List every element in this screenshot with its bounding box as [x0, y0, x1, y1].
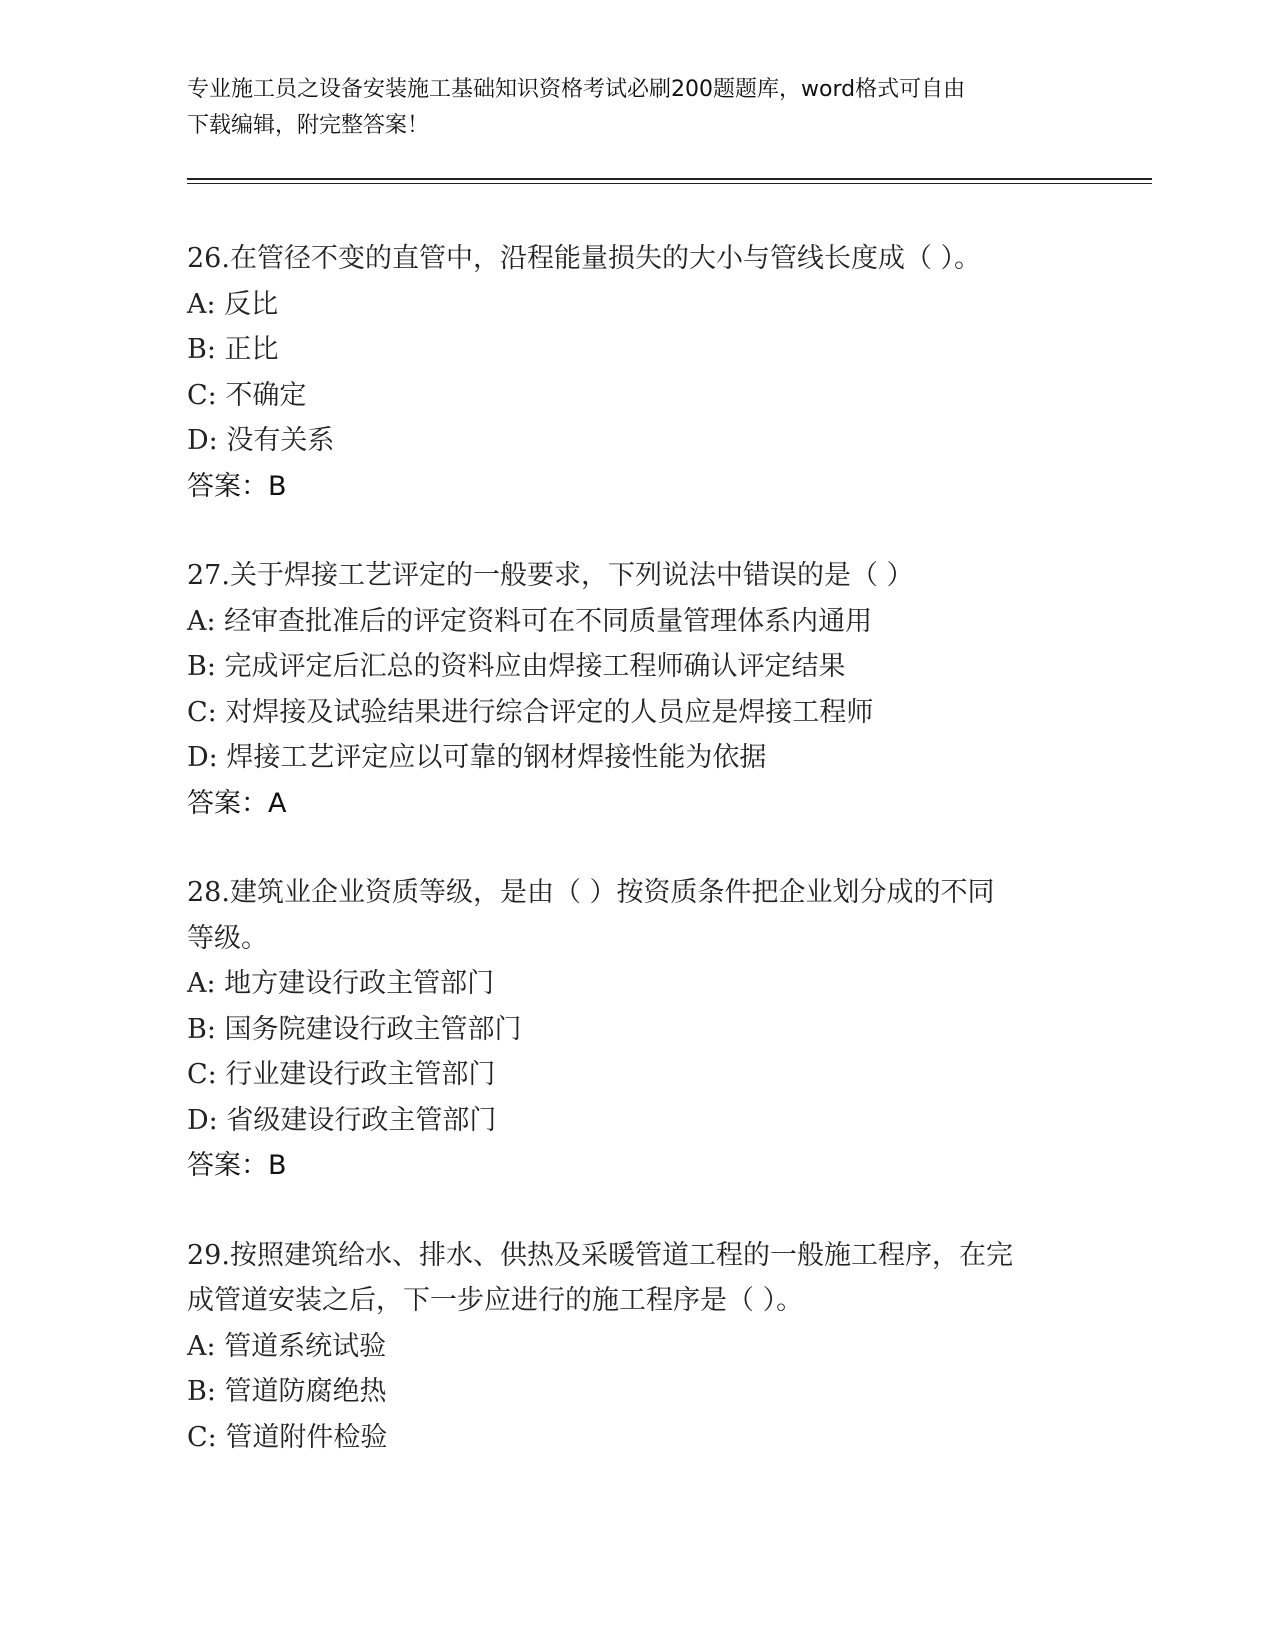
question-stem-continued: 成管道安装之后，下一步应进行的施工程序是（ ）。 [187, 1285, 804, 1316]
question-list [187, 236, 1087, 1504]
question-28 [187, 870, 1087, 1189]
option-c: C: 不确定 [187, 379, 307, 411]
option-b: B: 国务院建设行政主管部门 [187, 1013, 522, 1045]
option-d: D: 省级建设行政主管部门 [187, 1104, 497, 1136]
header-line-1: 专业施工员之设备安装施工基础知识资格考试必刷200题题库，word格式可自由 [187, 77, 966, 102]
option-b: B: 正比 [187, 334, 279, 365]
question-29 [187, 1233, 1087, 1461]
answer: 答案：B [187, 1150, 287, 1181]
option-a: A: 反比 [187, 288, 279, 320]
question-stem: 28.建筑业企业资质等级，是由（ ）按资质条件把企业划分成的不同 [187, 877, 995, 908]
option-d: D: 没有关系 [187, 425, 335, 456]
question-27 [187, 553, 1087, 826]
answer: 答案：B [187, 470, 287, 502]
option-c: C: 管道附件检验 [187, 1421, 388, 1453]
question-stem-continued: 等级。 [187, 922, 268, 954]
answer: 答案：A [187, 787, 287, 819]
question-stem: 26.在管径不变的直管中，沿程能量损失的大小与管线长度成（ ）。 [187, 243, 982, 274]
header-line-2: 下载编辑，附完整答案！ [187, 113, 430, 138]
header-divider-thick [187, 178, 1152, 180]
option-c: C: 行业建设行政主管部门 [187, 1059, 496, 1090]
option-a: A: 地方建设行政主管部门 [187, 968, 495, 999]
header-divider-thin [187, 183, 1152, 184]
question-stem: 27.关于焊接工艺评定的一般要求，下列说法中错误的是（ ） [187, 560, 914, 591]
option-a: A: 经审查批准后的评定资料可在不同质量管理体系内通用 [187, 605, 873, 637]
option-c: C: 对焊接及试验结果进行综合评定的人员应是焊接工程师 [187, 696, 874, 728]
question-26 [187, 236, 1087, 509]
option-b: B: 管道防腐绝热 [187, 1376, 387, 1407]
document-header [187, 72, 1067, 144]
option-a: A: 管道系统试验 [187, 1330, 387, 1362]
option-b: B: 完成评定后汇总的资料应由焊接工程师确认评定结果 [187, 651, 846, 682]
question-stem: 29.按照建筑给水、排水、供热及采暖管道工程的一般施工程序，在完 [187, 1239, 1013, 1271]
option-d: D: 焊接工艺评定应以可靠的钢材焊接性能为依据 [187, 742, 767, 773]
